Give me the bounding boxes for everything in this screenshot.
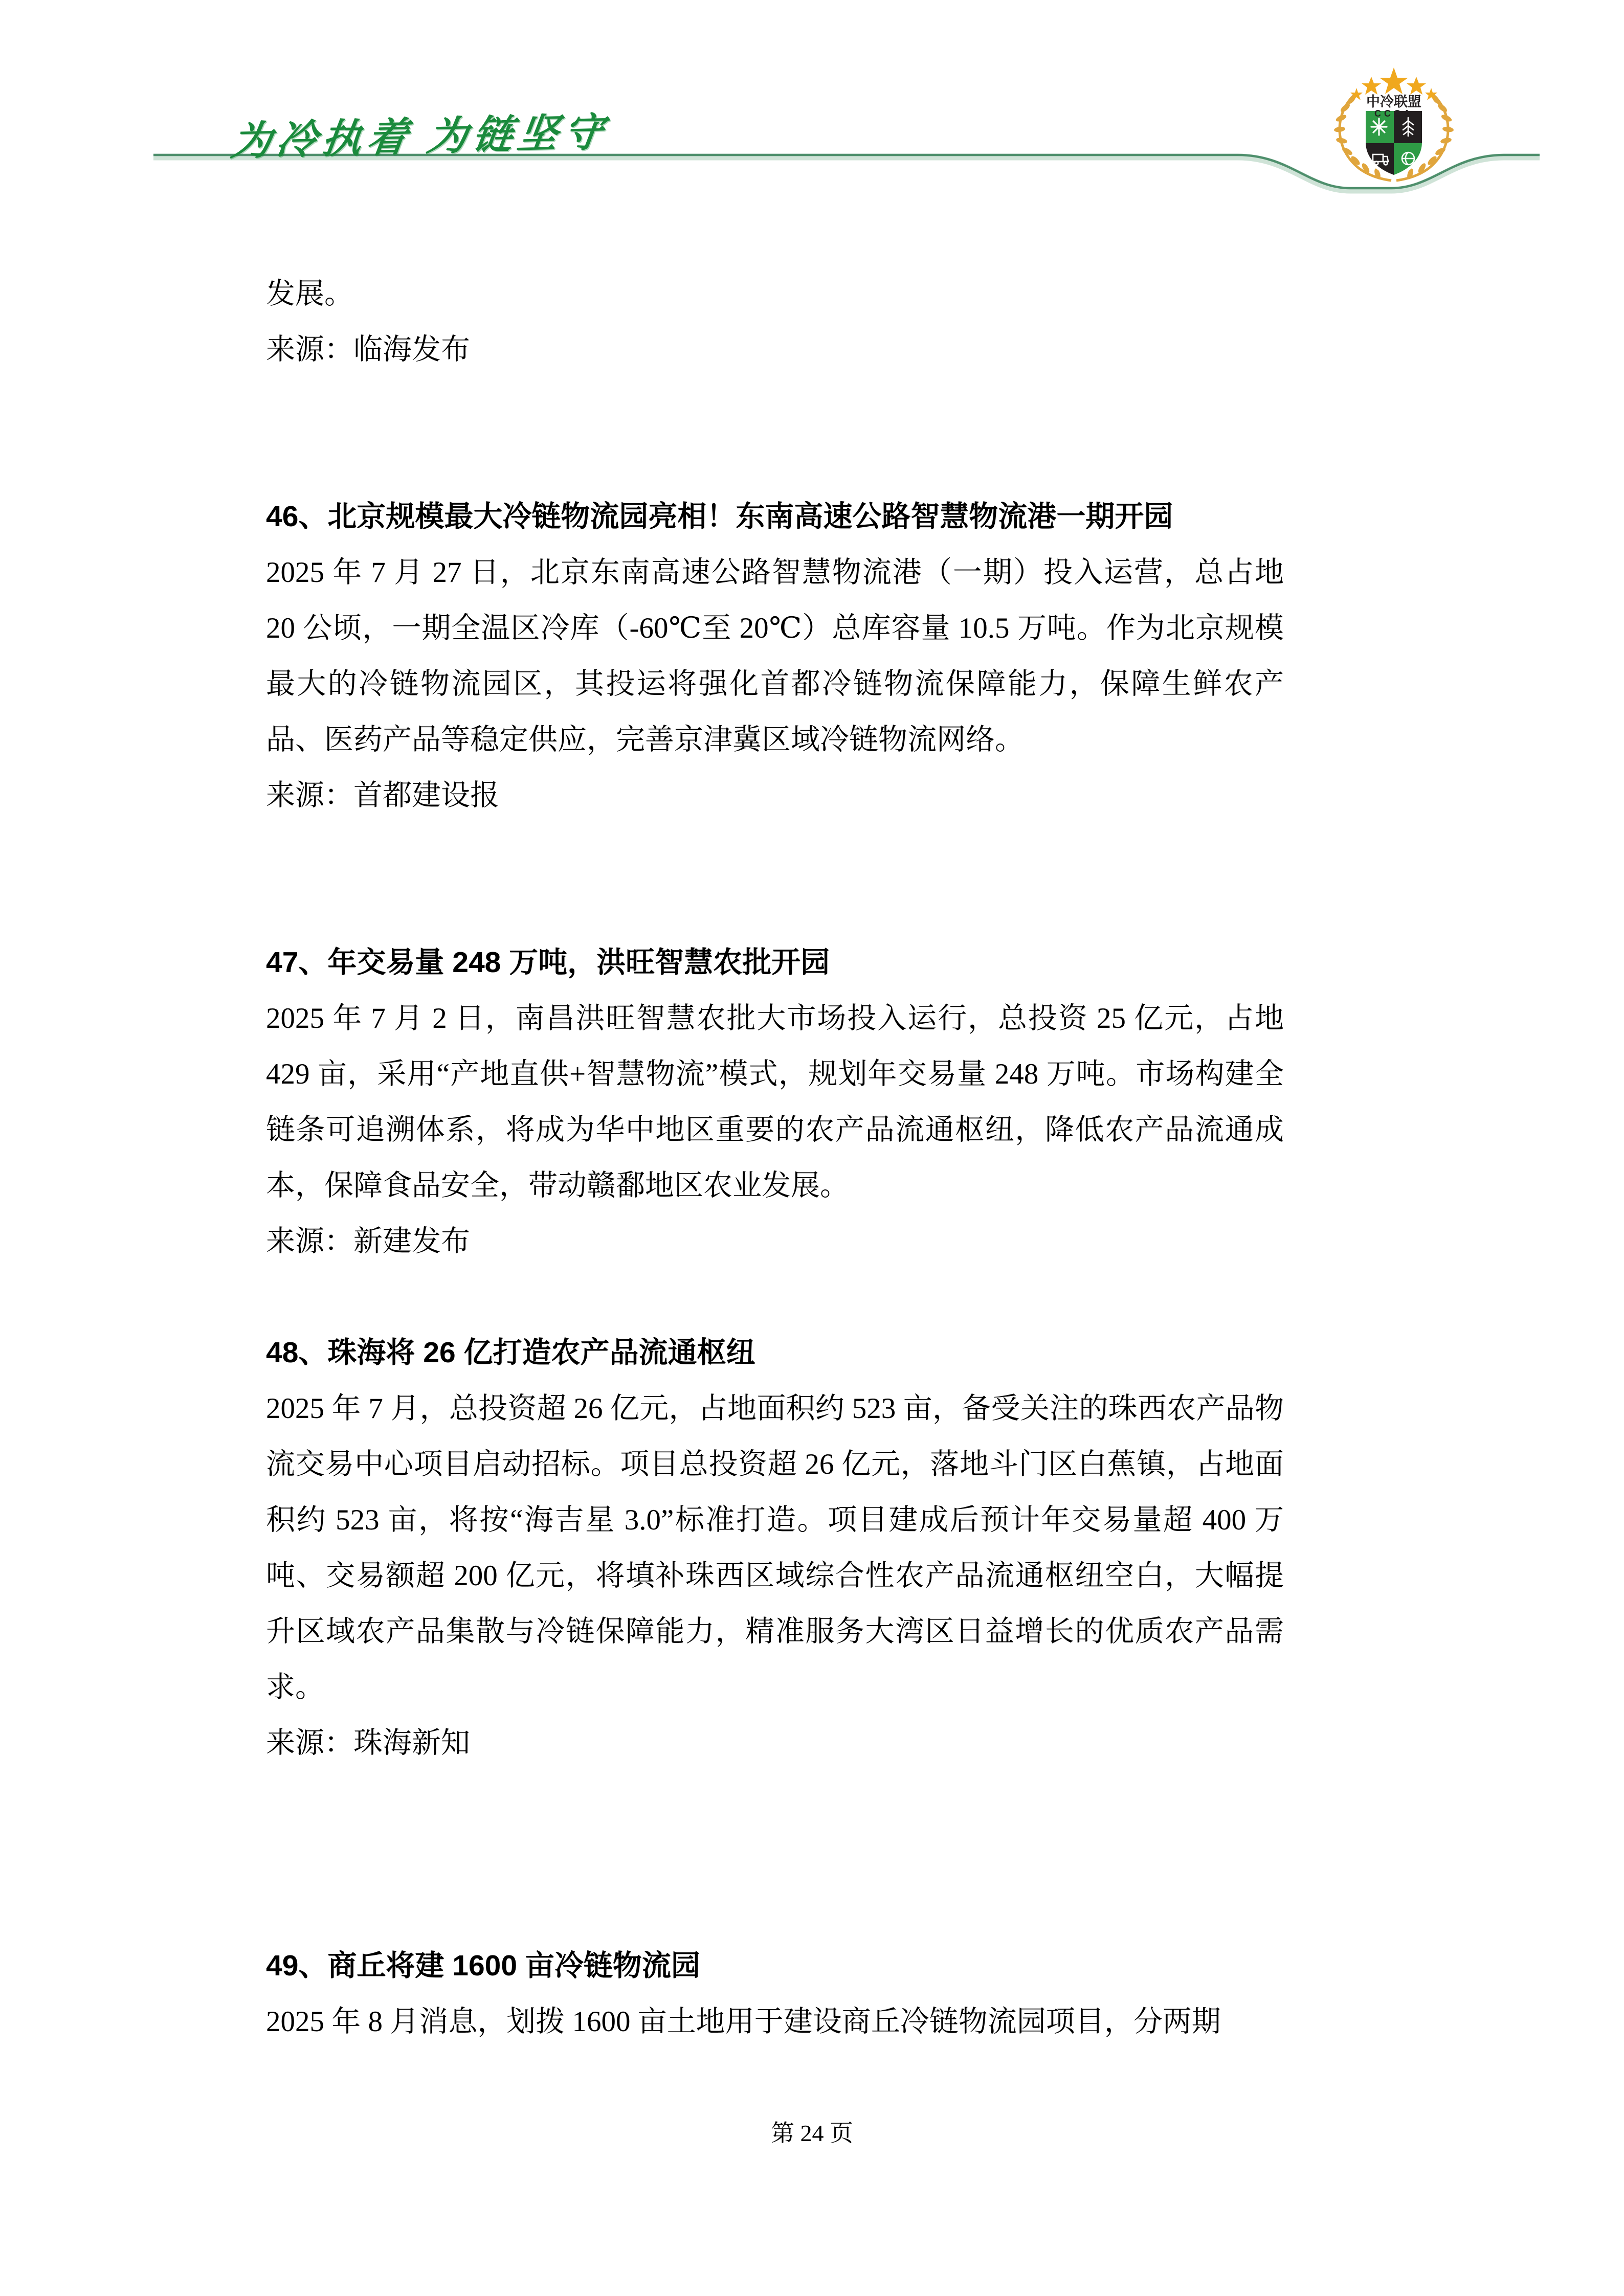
section-spacer [266,1882,1284,1938]
section-spacer [266,1771,1284,1882]
organization-logo [1320,56,1468,184]
section-source-48: 来源：珠海新知 [266,1727,470,1759]
carryover-source: 来源：临海发布 [266,333,470,366]
section-spacer [266,377,1284,489]
header-slogan: 为冷执着 为链坚守 [228,110,611,164]
document-content [266,266,1284,2050]
section-heading-47: 47、年交易量 248 万吨，洪旺智慧农批开园 [266,946,830,979]
section-heading-49: 49、商丘将建 1600 亩冷链物流园 [266,1949,700,1982]
page-footer [0,2114,1624,2148]
logo-chinese-name: 中冷联盟 [1366,94,1421,109]
page-number: 第 24 页 [771,2120,853,2146]
section-body-46: 2025 年 7 月 27 日，北京东南高速公路智慧物流港（一期）投入运营，总占地 20 公顷，一期全温区冷库（-60℃至 20℃）总库容量 10.5 万吨。作为北京规模最大的冷链物流园区，其投运将强化首都冷链物流保障能力，保障生鲜农产品、医药产品等稳定供应，完善京津冀区域冷链物流网络。 [266,556,1284,756]
section-spacer [266,1269,1284,1325]
shield-body-icon [1364,109,1424,178]
section-spacer [266,823,1284,935]
section-body-49: 2025 年 8 月消息，划拨 1600 亩土地用于建设商丘冷链物流园项目，分两期 [266,2006,1221,2038]
section-heading-48: 48、珠海将 26 亿打造农产品流通枢纽 [266,1336,755,1369]
carryover-paragraph: 发展。 [266,278,353,310]
section-heading-46: 46、北京规模最大冷链物流园亮相！东南高速公路智慧物流港一期开园 [266,500,1173,533]
section-source-46: 来源：首都建设报 [266,779,499,812]
section-body-48: 2025 年 7 月，总投资超 26 亿元，占地面积约 523 亩，备受关注的珠西农产品物流交易中心项目启动招标。项目总投资超 26 亿元，落地斗门区白蕉镇，占地面积约 523 亩，将按“海吉星 3.0”标准打造。项目建成后预计年交易量超 400 万吨、交易额超 200 亿元，将填补珠西区域综合性农产品流通枢纽空白，大幅提升区域农产品集散与冷链保障能力，精准服务大湾区日益增长的优质农产品需求。 [266,1392,1284,1703]
shield-emblem-icon [1320,56,1468,184]
section-source-47: 来源：新建发布 [266,1225,470,1257]
snowflake-icon [1371,119,1387,135]
logo-abbreviation: CCCA [1374,108,1413,119]
section-body-47: 2025 年 7 月 2 日，南昌洪旺智慧农批大市场投入运行，总投资 25 亿元，占地 429 亩，采用“产地直供+智慧物流”模式，规划年交易量 248 万吨。市场构建全链条可追溯体系，将成为华中地区重要的农产品流通枢纽，降低农产品流通成本，保障食品安全，带动赣鄱地区农业发展。 [266,1002,1284,1202]
page-header [0,0,1624,194]
